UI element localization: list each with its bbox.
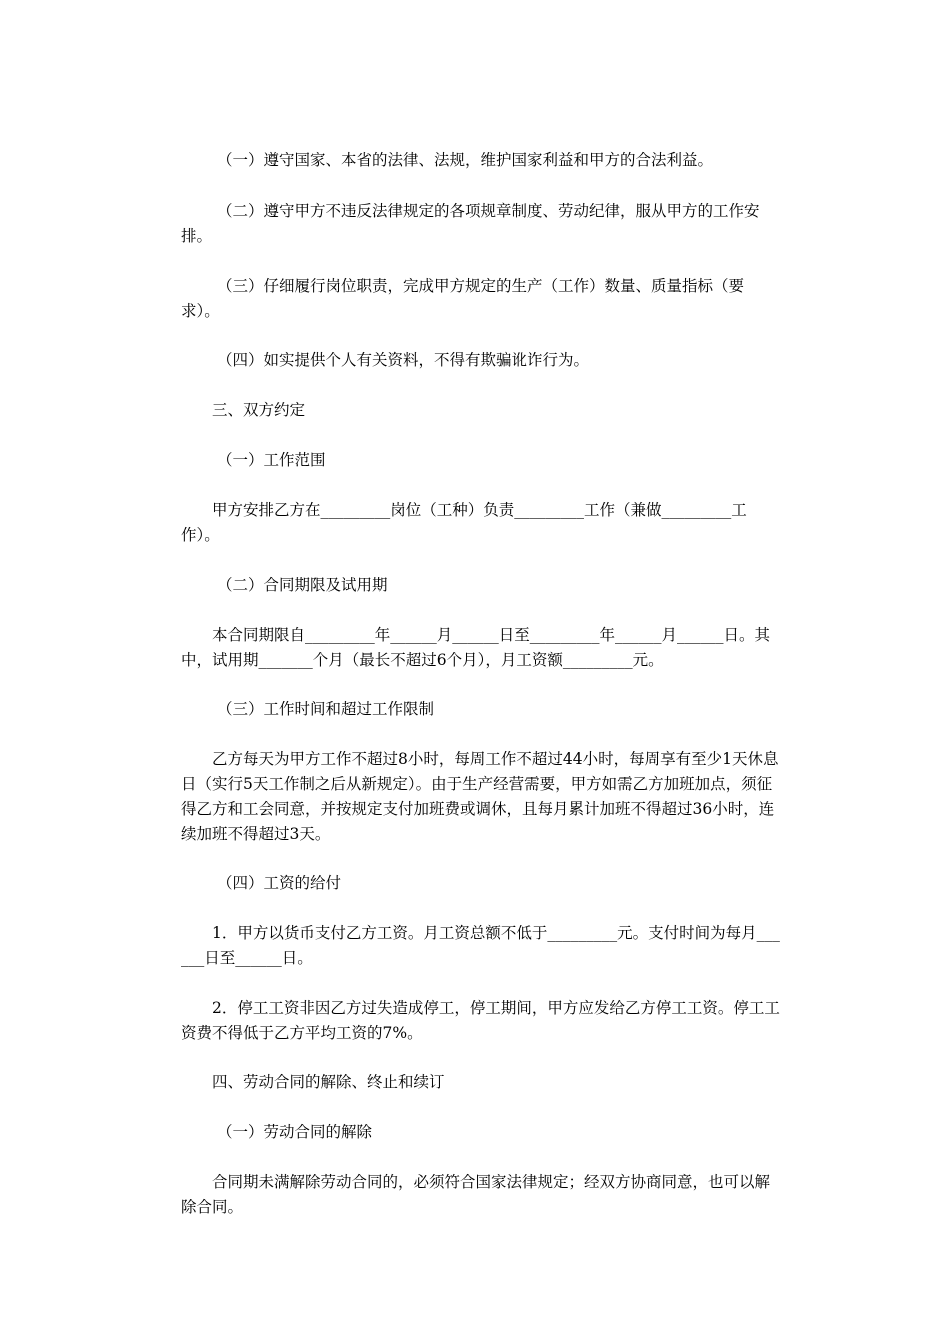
subheading-contract-termination: （一）劳动合同的解除	[217, 1123, 373, 1141]
paragraph-obligation-4: （四）如实提供个人有关资料，不得有欺骗讹诈行为。	[217, 351, 590, 369]
subheading-working-hours: （三）工作时间和超过工作限制	[217, 700, 435, 718]
section-heading-4: 四、劳动合同的解除、终止和续订	[212, 1073, 445, 1091]
section-heading-3: 三、双方约定	[212, 401, 306, 419]
subheading-contract-term: （二）合同期限及试用期	[217, 576, 388, 594]
paragraph-contract-term: 本合同期限自_________年______月______日至_________年______月______日。其中，试用期_______个月（最长不超过6个月），月工资额_________元。	[181, 626, 771, 669]
paragraph-work-scope: 甲方安排乙方在_________岗位（工种）负责_________工作（兼做_________工作）。	[181, 501, 747, 544]
paragraph-obligation-2: （二）遵守甲方不违反法律规定的各项规章制度、劳动纪律，服从甲方的工作安排。	[181, 202, 760, 245]
paragraph-wage-1: 1．甲方以货币支付乙方工资。月工资总额不低于_________元。支付时间为每月______日至______日。	[181, 924, 780, 967]
subheading-work-scope: （一）工作范围	[217, 451, 326, 469]
paragraph-wage-2: 2．停工工资非因乙方过失造成停工，停工期间，甲方应发给乙方停工工资。停工工资费不得低于乙方平均工资的7%。	[181, 999, 780, 1042]
subheading-wage-payment: （四）工资的给付	[217, 874, 342, 892]
paragraph-working-hours: 乙方每天为甲方工作不超过8小时，每周工作不超过44小时，每周享有至少1天休息日（实行5天工作制之后从新规定）。由于生产经营需要，甲方如需乙方加班加点，须征得乙方和工会同意，并按规定支付加班费或调休，且每月累计加班不得超过36小时，连续加班不得超过3天。	[181, 750, 779, 843]
paragraph-contract-termination: 合同期未满解除劳动合同的，必须符合国家法律规定；经双方协商同意，也可以解除合同。	[181, 1173, 771, 1216]
paragraph-obligation-1: （一）遵守国家、本省的法律、法规，维护国家利益和甲方的合法利益。	[217, 151, 714, 169]
paragraph-obligation-3: （三）仔细履行岗位职责，完成甲方规定的生产（工作）数量、质量指标（要求）。	[181, 277, 745, 320]
